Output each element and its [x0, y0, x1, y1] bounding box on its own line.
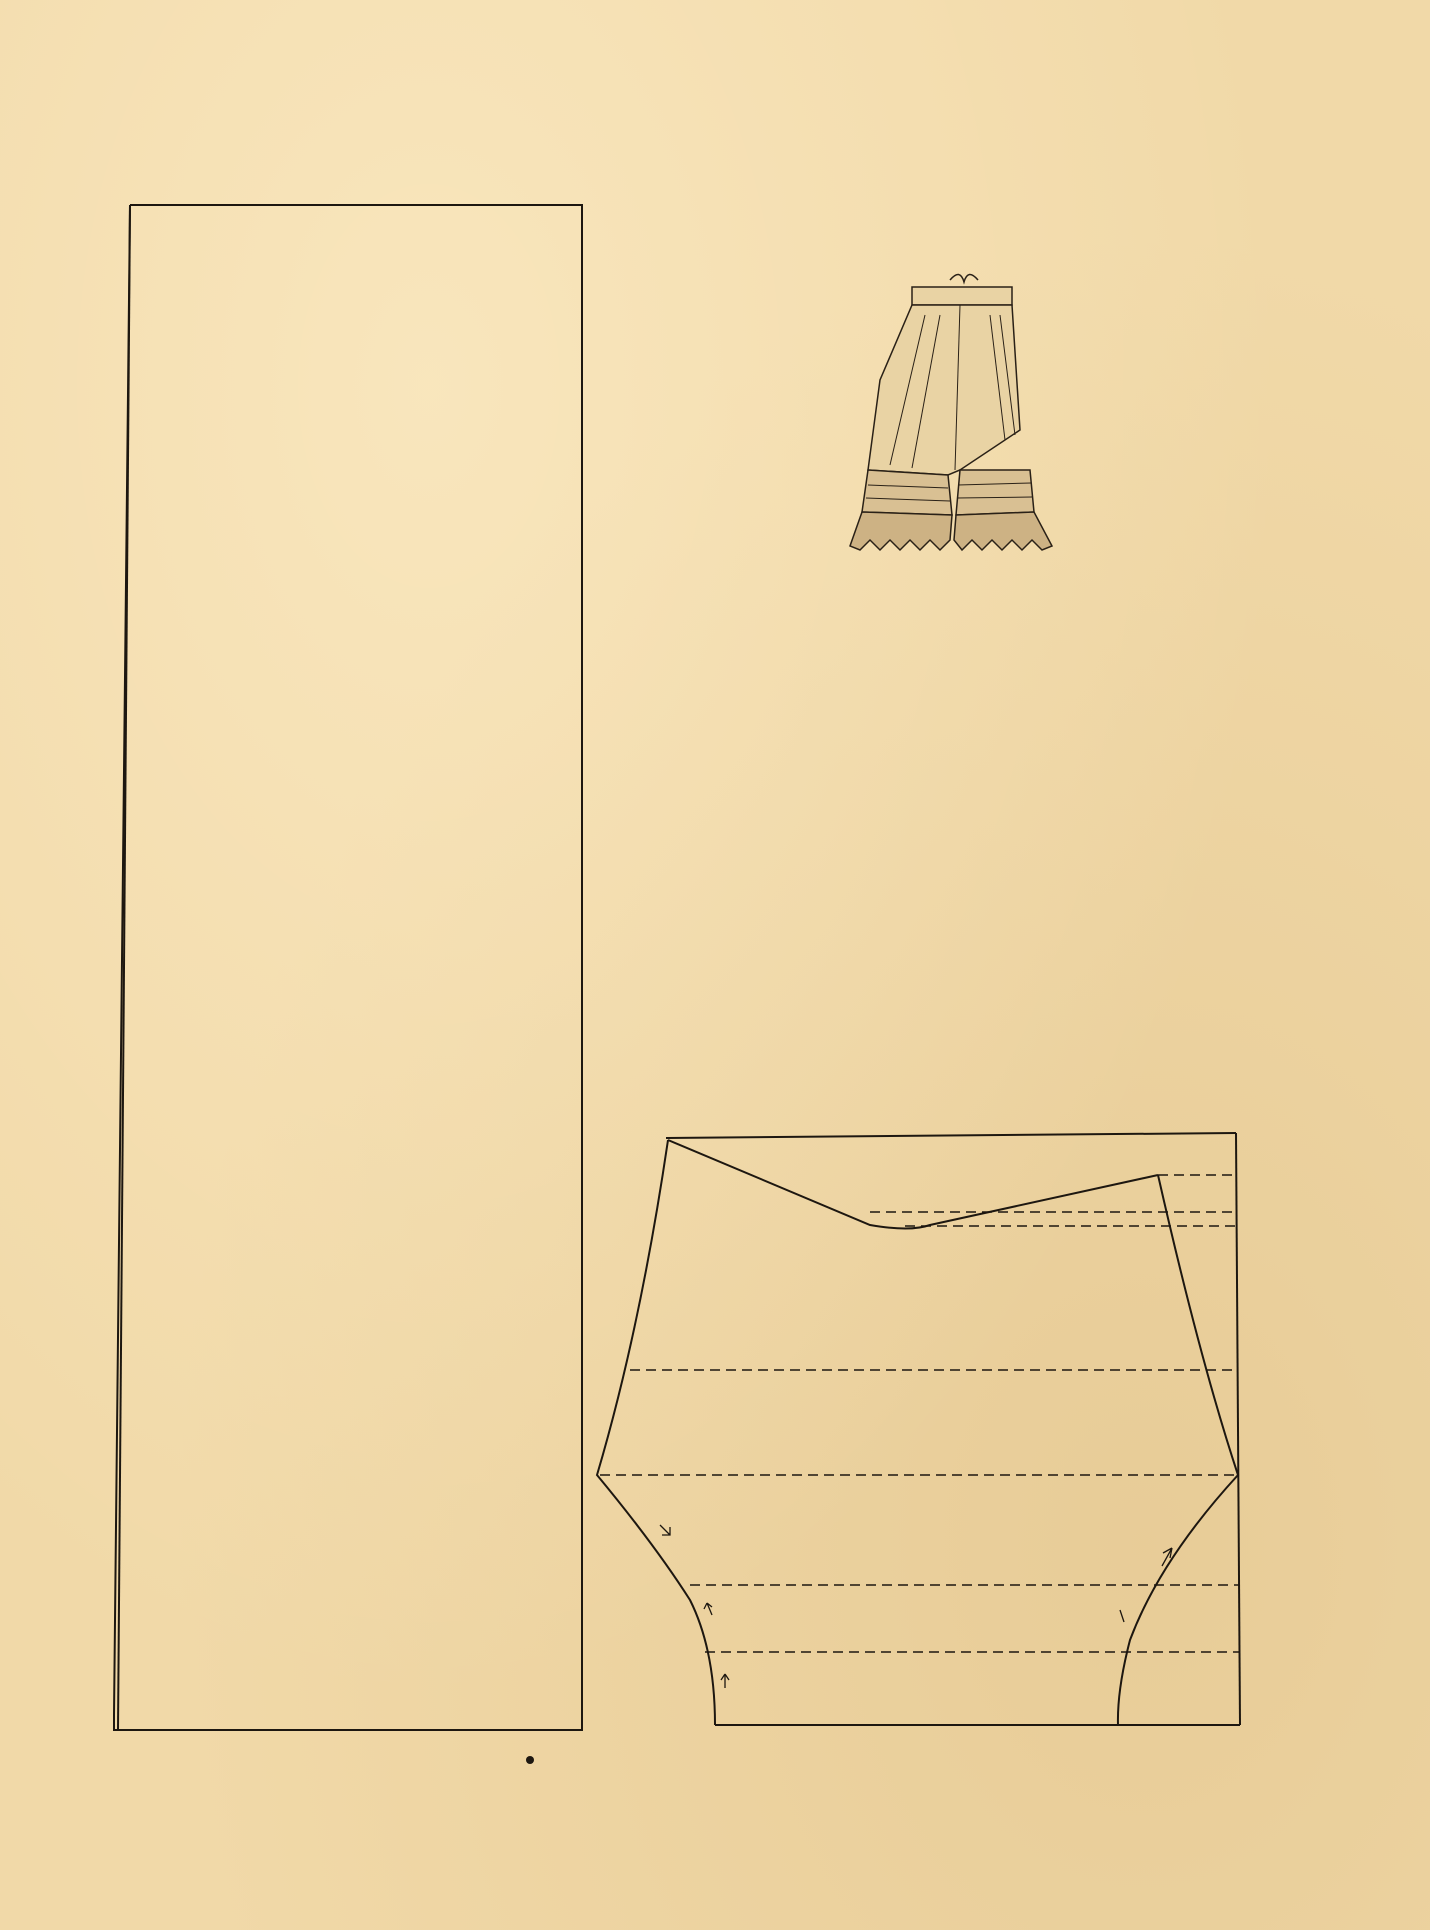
drawers-guide-lines: [600, 1175, 1240, 1652]
drawers-right-outline: [1118, 1175, 1238, 1725]
drawers-arrows: [660, 1525, 1172, 1688]
drawers-right-frame: [1236, 1133, 1240, 1725]
drawers-top-edge: [666, 1133, 1236, 1138]
drawers-left-outline: [597, 1140, 715, 1725]
drawers-waist-curve: [668, 1140, 1158, 1229]
